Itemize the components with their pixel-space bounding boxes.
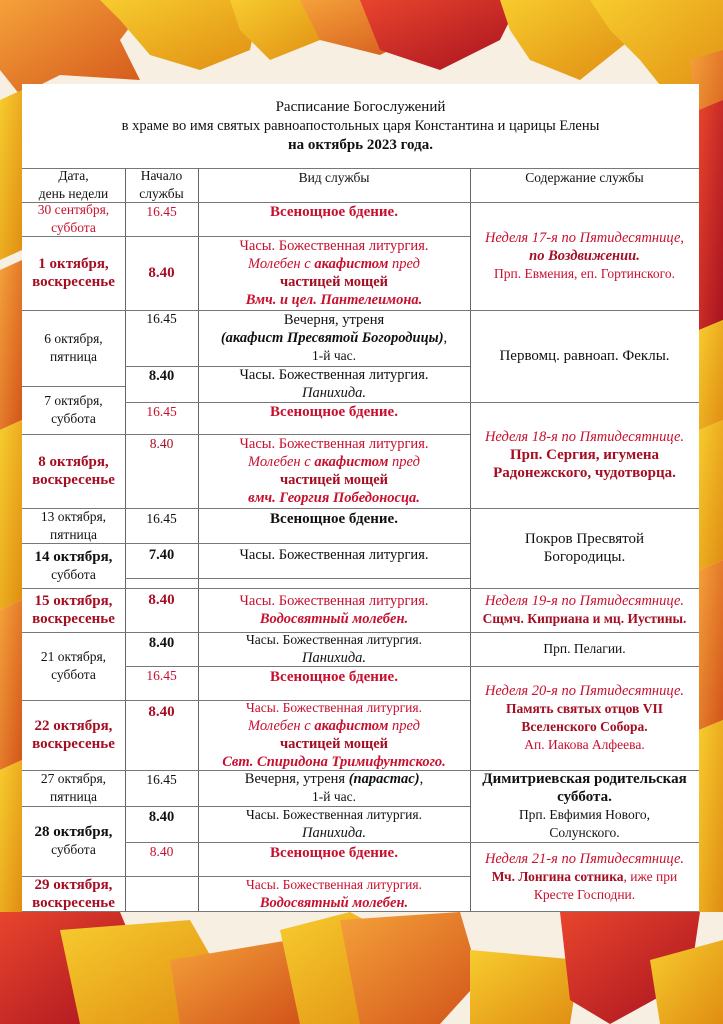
time-cell: 8.40 bbox=[148, 634, 175, 651]
date-cell: 6 октября, пятница bbox=[44, 331, 103, 364]
col-header-kind: Вид службы bbox=[298, 170, 370, 185]
time-cell: 8.40 bbox=[148, 264, 175, 281]
time-cell: 16.45 bbox=[146, 404, 177, 419]
service-cell: Часы. Божественная литургия. Панихида. bbox=[246, 807, 422, 841]
date-cell: 22 октября, воскресенье bbox=[32, 718, 115, 752]
time-cell: 7.40 bbox=[148, 546, 175, 563]
page-title: Расписание Богослужений bbox=[275, 99, 446, 115]
service-cell: Часы. Божественная литургия. Водосвятный молебен. bbox=[246, 876, 422, 911]
service-cell: Вечерня, утреня (парастас), 1-й час. bbox=[244, 771, 424, 804]
date-cell: 29 октября, воскресенье bbox=[32, 876, 115, 911]
service-cell: Всенощное бдение. bbox=[270, 844, 398, 861]
schedule-sheet bbox=[22, 84, 699, 912]
time-cell: 8.40 bbox=[148, 808, 175, 825]
content-cell: Димитриевская родительская суббота. Прп. Евфимия Нового, Солунского. bbox=[482, 771, 687, 840]
schedule-table bbox=[22, 168, 699, 912]
church-subtitle: в храме во имя святых равноапостольных царя Константина и царицы Елены bbox=[121, 118, 600, 134]
col-header-start: Начало службы bbox=[139, 168, 184, 201]
service-cell: Часы. Божественная литургия. bbox=[239, 546, 429, 563]
time-cell: 16.45 bbox=[146, 311, 177, 326]
time-cell: 8.40 bbox=[148, 703, 175, 720]
date-cell: 7 октября, суббота bbox=[44, 393, 103, 426]
content-cell: Неделя 18-я по Пятидесятнице. Прп. Сергия, игумена Радонежского, чудотворца. bbox=[484, 429, 685, 481]
date-cell: 30 сентября, суббота bbox=[37, 202, 110, 235]
service-cell: Всенощное бдение. bbox=[270, 668, 398, 685]
time-cell: 16.45 bbox=[146, 772, 177, 787]
schedule-header bbox=[22, 98, 699, 155]
content-cell: Неделя 19-я по Пятидесятнице. Сщмч. Киприана и мц. Иустины. bbox=[482, 593, 687, 626]
content-cell: Неделя 20-я по Пятидесятнице. Память святых отцов VII Вселенского Собора. Ап. Иакова Алфеева. bbox=[484, 683, 685, 752]
time-cell: 8.40 bbox=[149, 844, 174, 859]
service-cell: Часы. Божественная литургия. Панихида. bbox=[239, 367, 429, 401]
date-cell: 13 октября, пятница bbox=[40, 508, 107, 542]
service-cell: Часы. Божественная литургия. Панихида. bbox=[246, 632, 422, 666]
col-header-date: Дата, день недели bbox=[38, 168, 109, 201]
content-cell: Прп. Пелагии. bbox=[543, 641, 626, 656]
content-cell: Неделя 21-я по Пятидесятнице. Мч. Лонгина сотника, иже при Кресте Господни. bbox=[484, 850, 685, 902]
date-cell: 15 октября, воскресенье bbox=[32, 593, 115, 627]
service-cell: Часы. Божественная литургия. Молебен с акафистом пред частицей мощей Свт. Спиридона Тримифунтского. bbox=[222, 700, 446, 770]
date-cell: 28 октября, суббота bbox=[34, 824, 113, 857]
time-cell: 8.40 bbox=[148, 367, 175, 384]
service-cell: Всенощное бдение. bbox=[270, 403, 398, 420]
service-cell: Всенощное бдение. bbox=[270, 510, 398, 527]
date-cell: 14 октября, суббота bbox=[34, 548, 113, 582]
date-cell: 1 октября, воскресенье bbox=[32, 256, 115, 290]
schedule-period: на октябрь 2023 года. bbox=[288, 137, 433, 153]
date-cell: 8 октября, воскресенье bbox=[32, 454, 115, 488]
content-cell: Первомц. равноап. Феклы. bbox=[499, 347, 670, 364]
service-cell: Вечерня, утреня (акафист Пресвятой Богородицы), 1-й час. bbox=[220, 312, 448, 363]
time-cell: 16.45 bbox=[146, 511, 177, 526]
service-cell: Часы. Божественная литургия. Водосвятный молебен. bbox=[239, 593, 429, 627]
service-cell: Часы. Божественная литургия. Молебен с акафистом пред частицей мощей Вмч. и цел. Пантелеимона. bbox=[239, 238, 429, 308]
content-cell: Покров Пресвятой Богородицы. bbox=[524, 531, 645, 565]
time-cell: 16.45 bbox=[146, 204, 177, 219]
time-cell: 16.45 bbox=[146, 668, 177, 683]
service-cell: Часы. Божественная литургия. Молебен с акафистом пред частицей мощей вмч. Георгия Победоносца. bbox=[239, 436, 429, 506]
date-cell: 27 октября, пятница bbox=[40, 771, 107, 804]
service-cell: Всенощное бдение. bbox=[270, 203, 398, 220]
time-cell bbox=[125, 876, 198, 896]
date-cell: 21 октября, суббота bbox=[40, 649, 107, 682]
time-cell: 8.40 bbox=[149, 436, 174, 451]
content-cell: Неделя 17-я по Пятидесятнице, по Воздвижении. Прп. Евмения, еп. Гортинского. bbox=[484, 230, 685, 281]
time-cell: 8.40 bbox=[148, 591, 175, 608]
col-header-content: Содержание службы bbox=[525, 170, 644, 185]
